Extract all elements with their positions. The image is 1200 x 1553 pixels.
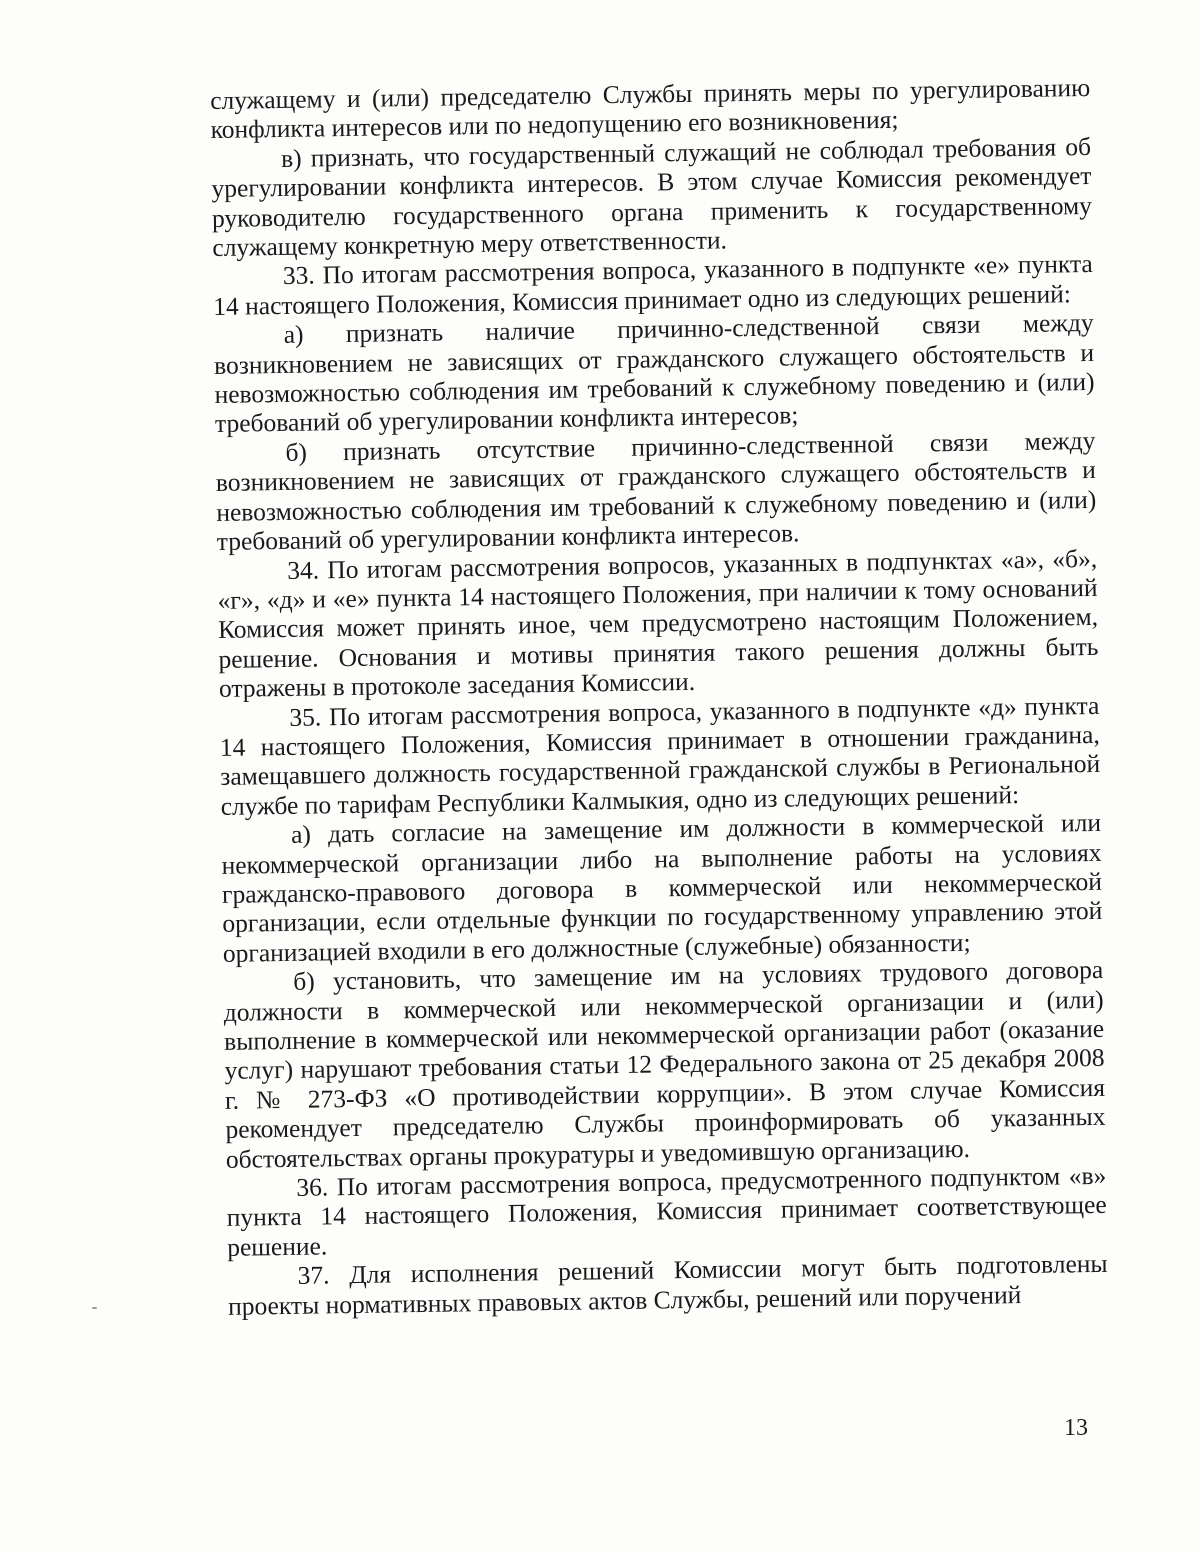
page-body — [210, 73, 1108, 1321]
paragraph: б) признать отсутствие причинно-следственной связи между возникновением не зависящих от гражданского служащего обстоятельств и невозможностью соблюдения им требований к служебному поведению и (или) требований об урегулировании конфликта интересов. — [215, 425, 1097, 557]
paragraph: 33. По итогам рассмотрения вопроса, указанного в подпункте «е» пункта 14 настоящего Положения, Комиссия принимает одно из следующих решений: — [213, 249, 1093, 321]
paragraph: а) признать наличие причинно-следственной связи между возникновением не зависящих от гражданского служащего обстоятельств и невозможностью соблюдения им требований к служебному поведению и (или) требований об урегулировании конфликта интересов; — [213, 308, 1095, 439]
paragraph: 34. По итогам рассмотрения вопросов, указанных в подпунктах «а», «б», «г», «д» и «е» пункта 14 настоящего Положения, при наличии к тому оснований Комиссия может принять иное, чем предусмотрено настоящим Положением, решение. Основания и мотивы принятия такого решения должны быть отражены в протоколе заседания Комиссии. — [217, 543, 1099, 704]
paragraph: а) дать согласие на замещение им должности в коммерческой или некоммерческой организации либо на выполнение работы на условиях гражданско-правового договора в коммерческой или некоммерческой организации, если отдельные функции по государственному управлению этой организацией входили в его должностные (служебные) обязанности; — [221, 808, 1103, 968]
paragraph: б) установить, что замещение им на условиях трудового договора должности в коммерческой или некоммерческой организации и (или) выполнение в коммерческой или некоммерческой организации работ (оказание услуг) нарушают требования статьи 12 Федерального закона от 25 декабря 2008 г. № 273-ФЗ «О противодействии коррупции». В этом случае Комиссия рекомендует председателю Службы проинформировать об указанных обстоятельствах органы прокуратуры и уведомившую организацию. — [223, 955, 1106, 1174]
paragraph: в) признать, что государственный служащий не соблюдал требования об урегулировании конфликта интересов. В этом случае Комиссия рекомендует руководителю государственного органа применить к государственному служащему конкретную меру ответственности. — [211, 131, 1093, 263]
scan-speck — [92, 1307, 97, 1309]
page-number: 13 — [1064, 1415, 1088, 1441]
paragraph: 37. Для исполнения решений Комиссии могут быть подготовлены проекты нормативных правовых актов Службы, решений или поручений — [227, 1249, 1108, 1321]
paragraph: 36. По итогам рассмотрения вопроса, предусмотренного подпунктом «в» пункта 14 настоящего Положения, Комиссия принимает соответствующее решение. — [226, 1160, 1107, 1262]
paragraph: 35. По итогам рассмотрения вопроса, указанного в подпункте «д» пункта 14 настоящего Положения, Комиссия принимает в отношении гражданина, замещавшего должность государственной гражданской службы в Региональной службе по тарифам Республики Калмыкия, одно из следующих решений: — [219, 690, 1101, 821]
paragraph: служащему и (или) председателю Службы принять меры по урегулированию конфликта интересов или по недопущению его возникновения; — [210, 72, 1091, 145]
